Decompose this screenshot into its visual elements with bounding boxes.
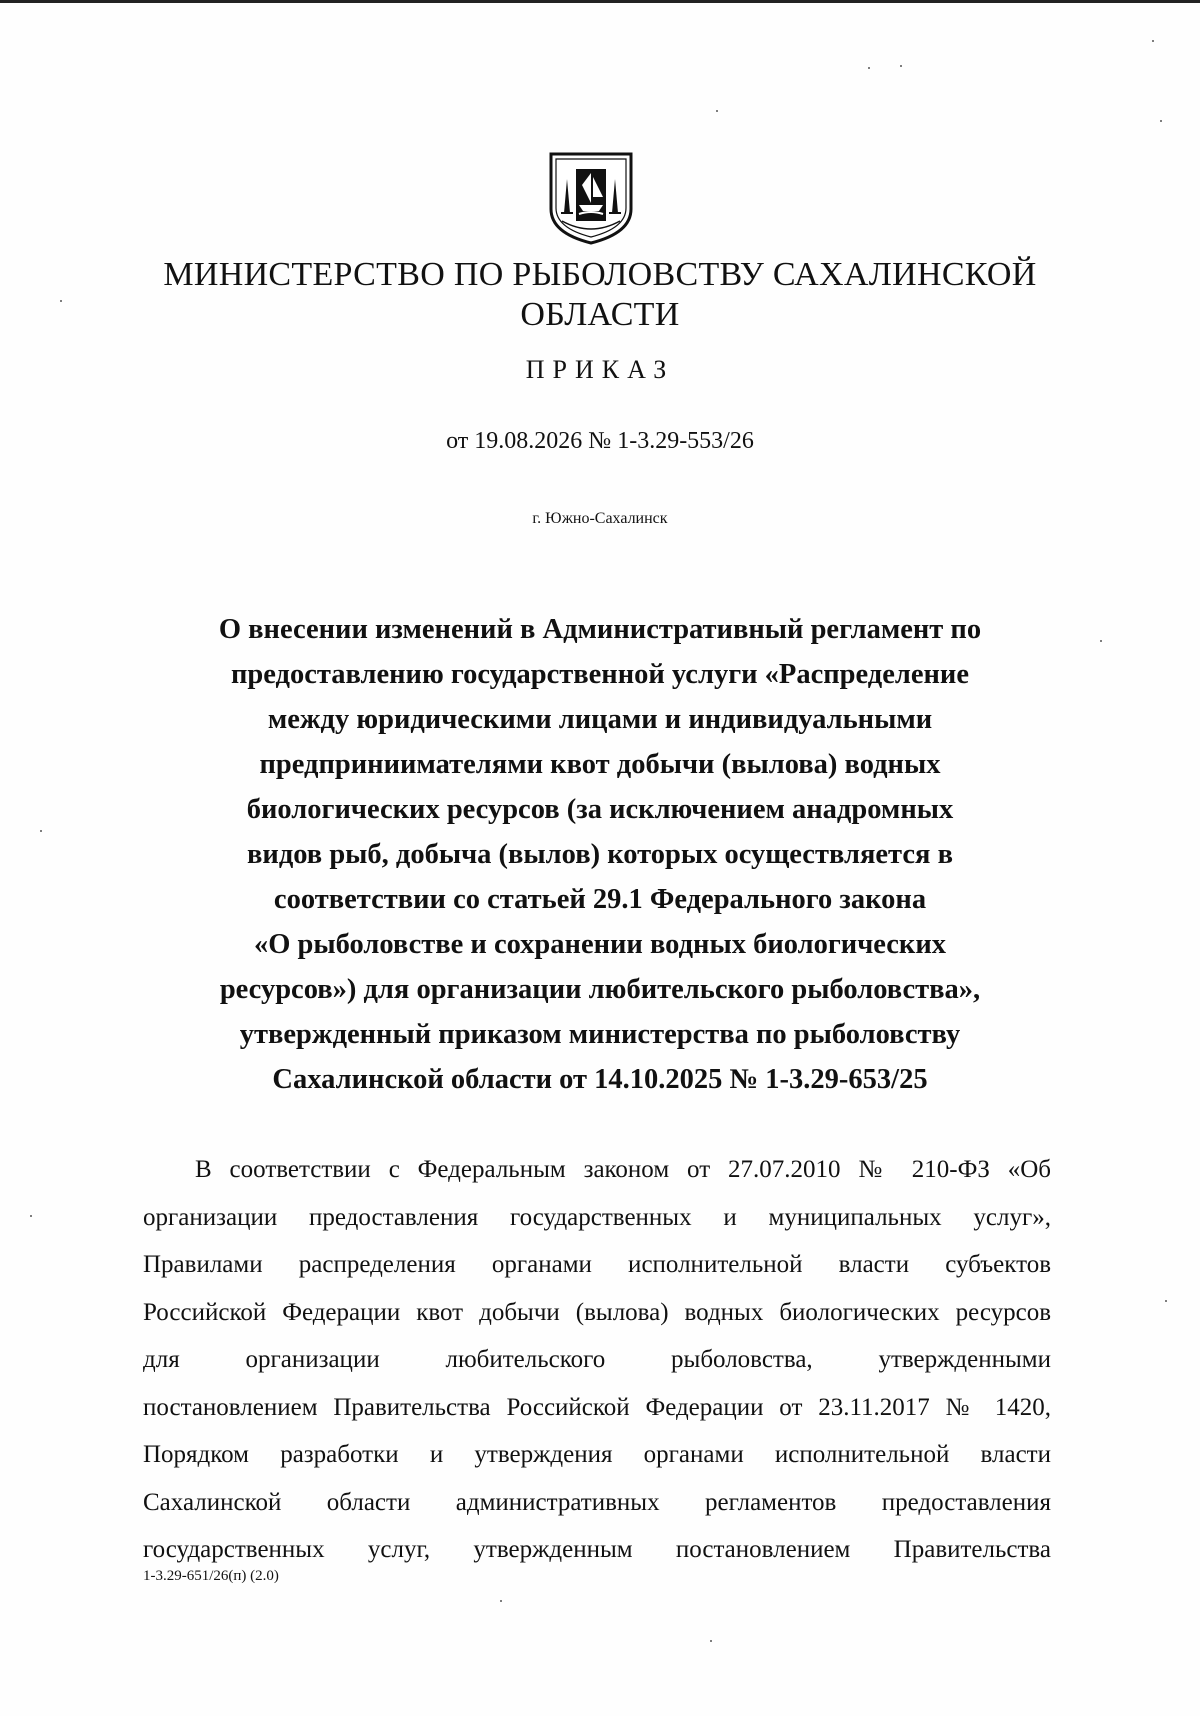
body-line: Сахалинской области административных регламентов предоставления [143,1488,1051,1516]
body-line: В соответствии с Федеральным законом от 27.07.2010 № 210-ФЗ «Об [195,1156,1051,1183]
scan-speck [710,1640,712,1642]
scan-speck [1100,640,1102,642]
document-code: 1-3.29-651/26(п) (2.0) [143,1568,279,1584]
title-line: Сахалинской области от 14.10.2025 № 1-3.29-653/25 [272,1064,928,1095]
sakhalin-coat-of-arms-icon [548,151,634,245]
body-line: постановлением Правительства Российской Федерации от 23.11.2017 № 1420, [143,1393,1051,1421]
title-line: предприниимателями квот добычи (вылова) водных [259,749,941,780]
scan-speck [868,67,870,69]
order-heading: ПРИКАЗ [525,355,675,384]
body-line: Правилами распределения органами исполнительной власти субъектов [143,1251,1051,1278]
scan-speck [40,830,42,832]
scan-speck [716,110,718,112]
order-date-number: от 19.08.2026 № 1-3.29-553/26 [446,428,754,454]
title-line: между юридическими лицами и индивидуальными [267,704,933,735]
ministry-name-line1: МИНИСТЕРСТВО ПО РЫБОЛОВСТВУ САХАЛИНСКОЙ [163,256,1037,293]
scan-speck [500,1600,502,1602]
scan-speck [60,300,62,302]
document-title [170,607,1030,1102]
body-paragraph [143,1146,1051,1574]
ministry-name [150,255,1050,335]
title-line: утвержденный приказом министерства по рыболовству [239,1019,961,1050]
title-line: видов рыб, добыча (вылов) которых осуществляется в [247,839,953,870]
title-line: предоставлению государственной услуги «Распределение [231,659,969,690]
body-line: Российской Федерации квот добычи (вылова) водных биологических ресурсов [143,1298,1051,1326]
scan-speck [900,65,902,67]
scan-speck [1160,120,1162,122]
scan-speck [1152,40,1154,42]
title-line: биологических ресурсов (за исключением анадромных [246,794,954,825]
title-line: соответствии со статьей 29.1 Федерального закона [273,884,927,915]
scan-edge-line [0,0,1200,3]
body-line: для организации любительского рыболовства, утвержденными [143,1346,1051,1373]
ministry-name-line2: ОБЛАСТИ [520,296,680,333]
body-line: организации предоставления государственных и муниципальных услуг», [143,1203,1051,1231]
scan-speck [30,1215,32,1217]
city-name: г. Южно-Сахалинск [532,510,668,527]
body-line: Порядком разработки и утверждения органами исполнительной власти [143,1441,1051,1468]
body-line: государственных услуг, утвержденным постановлением Правительства [143,1536,1051,1563]
title-line: ресурсов») для организации любительского рыболовства», [219,974,981,1005]
scan-speck [1165,1300,1167,1302]
title-line: «О рыболовстве и сохранении водных биологических [253,929,947,960]
title-line: О внесении изменений в Административный регламент по [218,614,982,645]
